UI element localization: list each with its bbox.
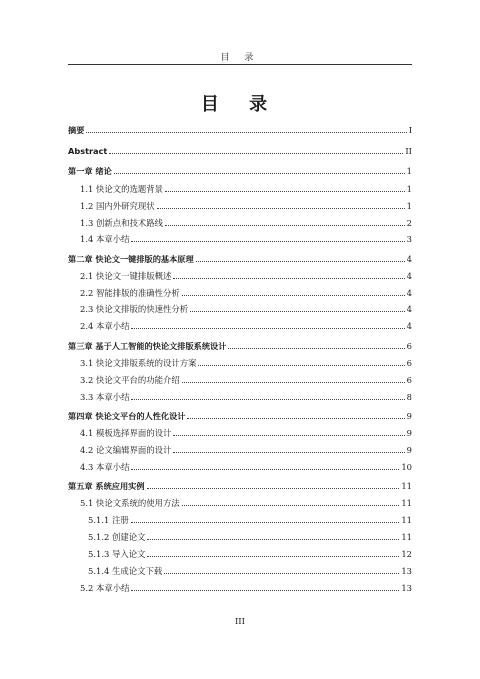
toc-entry[interactable] (68, 317, 412, 331)
toc-leader-dots (173, 452, 404, 453)
toc-entry-label: 2.4 本章小结 (80, 321, 130, 331)
toc-entry-label: 第三章 基于人工智能的快论文排版系统设计 (68, 341, 227, 351)
toc-entry-label: 3.1 快论文排版系统的设计方案 (80, 358, 197, 368)
toc-entry[interactable] (68, 300, 412, 314)
toc-leader-dots (164, 573, 399, 574)
toc-entry[interactable] (68, 477, 412, 491)
toc-entry[interactable] (68, 388, 412, 402)
toc-leader-dots (228, 348, 404, 349)
toc-entry[interactable] (68, 562, 412, 576)
toc-leader-dots (182, 382, 405, 383)
toc-leader-dots (131, 241, 404, 242)
toc-entry[interactable] (68, 337, 412, 351)
toc-entry-page: 9 (406, 411, 412, 421)
toc-entry[interactable] (68, 214, 412, 228)
toc-entry-page: 11 (401, 498, 412, 508)
toc-entry[interactable] (68, 284, 412, 298)
toc-entry[interactable] (68, 511, 412, 525)
toc-leader-dots (131, 328, 404, 329)
toc-entry-label: 3.2 快论文平台的功能介绍 (80, 375, 180, 385)
toc-entry-page: 6 (406, 358, 412, 368)
toc-entry[interactable] (68, 121, 412, 135)
toc-entry-label: 1.3 创新点和技术路线 (80, 218, 163, 228)
toc-entry-label: 1.4 本章小结 (80, 234, 130, 244)
toc-entry[interactable] (68, 579, 412, 593)
page-number: III (234, 617, 246, 627)
toc-entry-label: 2.2 智能排版的准确性分析 (80, 288, 180, 298)
toc-entry-label: 5.1.1 注册 (88, 515, 129, 525)
toc-leader-dots (173, 435, 404, 436)
toc-entry-page: 1 (406, 184, 412, 194)
toc-entry-label: 5.1.4 生成论文下载 (88, 566, 163, 576)
toc-leader-dots (147, 556, 399, 557)
toc-entry-page: 6 (406, 375, 412, 385)
toc-entry-label: 4.3 本章小结 (80, 462, 130, 472)
toc-entry-page: 9 (406, 428, 412, 438)
toc-entry-label: 5.1.3 导入论文 (88, 549, 146, 559)
toc-entry[interactable] (68, 494, 412, 508)
toc-entry-page: 4 (406, 321, 412, 331)
page-title: 目 录 (200, 94, 280, 115)
toc-leader-dots (182, 295, 405, 296)
toc-leader-dots (157, 208, 405, 209)
toc-entry-label: 摘要 (68, 125, 85, 135)
toc-entry-page: II (405, 146, 412, 156)
toc-entry-page: 1 (406, 201, 412, 211)
toc-leader-dots (190, 311, 405, 312)
toc-entry[interactable] (68, 267, 412, 281)
toc-entry-page: 9 (406, 445, 412, 455)
toc-entry-page: 3 (406, 234, 412, 244)
toc-entry[interactable] (68, 354, 412, 368)
toc-entry-label: 第四章 快论文平台的人性化设计 (68, 411, 186, 421)
toc-entry[interactable] (68, 230, 412, 244)
header-rule (68, 64, 412, 65)
toc-entry-page: 4 (406, 254, 412, 264)
toc-entry-page: 4 (406, 288, 412, 298)
toc-entry[interactable] (68, 458, 412, 472)
toc-entry[interactable] (68, 407, 412, 421)
toc-entry-label: 2.3 快论文排版的快速性分析 (80, 304, 189, 314)
toc-entry-page: 6 (406, 341, 412, 351)
toc-entry-label: 1.2 国内外研究现状 (80, 201, 155, 211)
toc-leader-dots (131, 399, 404, 400)
toc-leader-dots (182, 505, 400, 506)
toc-entry-page: 1 (406, 166, 412, 176)
running-header: 目 录 (220, 53, 260, 63)
toc-leader-dots (131, 522, 400, 523)
toc-leader-dots (109, 153, 403, 154)
toc-entry[interactable] (68, 180, 412, 194)
toc-leader-dots (114, 173, 405, 174)
toc-entry-label: 5.1.2 创建论文 (88, 532, 146, 542)
toc-entry-label: 2.1 快论文一键排版概述 (80, 271, 172, 281)
toc-leader-dots (165, 191, 405, 192)
toc-leader-dots (173, 278, 404, 279)
toc-entry-label: 第五章 系统应用实例 (68, 481, 145, 491)
toc-entry[interactable] (68, 528, 412, 542)
toc-entry-page: 10 (401, 462, 412, 472)
toc-entry-label: 1.1 快论文的选题背景 (80, 184, 163, 194)
toc-entry[interactable] (68, 197, 412, 211)
toc-entry[interactable] (68, 371, 412, 385)
toc-entry-page: 11 (401, 532, 412, 542)
toc-entry-label: 4.2 论文编辑界面的设计 (80, 445, 172, 455)
toc-entry-label: 3.3 本章小结 (80, 392, 130, 402)
toc-entry-page: 11 (401, 515, 412, 525)
toc-entry-page: 13 (401, 583, 412, 593)
toc-entry-label: Abstract (68, 146, 108, 156)
toc-leader-dots (187, 418, 404, 419)
toc-entry-page: 4 (406, 271, 412, 281)
toc-entry-label: 第一章 绪论 (68, 166, 112, 176)
toc-leader-dots (147, 539, 399, 540)
toc-entry-page: I (408, 125, 412, 135)
toc-entry-page: 11 (401, 481, 412, 491)
toc-entry-label: 5.2 本章小结 (80, 583, 130, 593)
toc-leader-dots (131, 469, 399, 470)
toc-leader-dots (86, 132, 406, 133)
toc-entry-page: 13 (401, 566, 412, 576)
toc-entry[interactable] (68, 250, 412, 264)
toc-entry[interactable] (68, 142, 412, 156)
toc-entry-page: 8 (406, 392, 412, 402)
toc-entry-label: 第二章 快论文一键排版的基本原理 (68, 254, 194, 264)
toc-entry[interactable] (68, 162, 412, 176)
toc-entry-page: 4 (406, 304, 412, 314)
toc-entry-page: 12 (401, 549, 412, 559)
toc-leader-dots (196, 261, 405, 262)
toc-entry[interactable] (68, 424, 412, 438)
toc-entry[interactable] (68, 545, 412, 559)
toc-entry-page: 2 (406, 218, 412, 228)
toc-leader-dots (165, 225, 405, 226)
toc-entry-label: 5.1 快论文系统的使用方法 (80, 498, 180, 508)
toc-entry-label: 4.1 模板选择界面的设计 (80, 428, 172, 438)
toc-leader-dots (147, 488, 400, 489)
toc-entry[interactable] (68, 441, 412, 455)
toc-leader-dots (198, 365, 404, 366)
toc-leader-dots (131, 590, 399, 591)
